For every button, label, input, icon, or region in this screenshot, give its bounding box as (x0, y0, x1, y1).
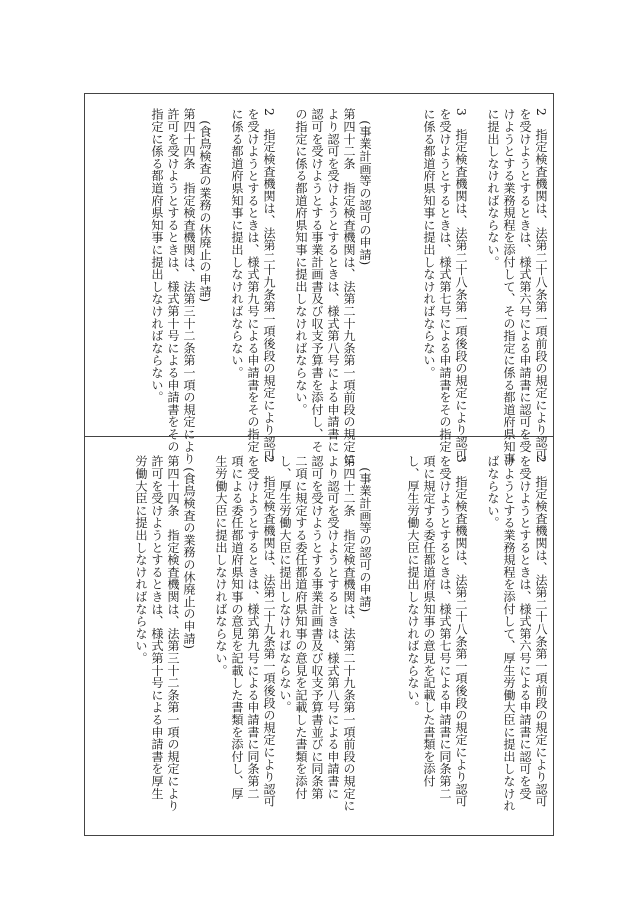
top-text-column: 第四十四条 指定検査機関は、法第三十二条第一項の規定により (182, 108, 196, 465)
top-text-column: 第四十二条 指定検査機関は、法第二十九条第一項前段の規定に (342, 108, 356, 465)
bottom-text-column: を受けようとするときは、様式第七号による申請書に同条第二 (438, 455, 452, 800)
bottom-text-column: より認可を受けようとするときは、様式第八号による申請書に (326, 455, 340, 800)
top-text-column: 許可を受けようとするときは、様式第十号による申請書をその (166, 108, 180, 453)
comparison-table (84, 93, 554, 836)
bottom-text-column: 第四十二条 指定検査機関は、法第二十九条第一項前段の規定に (342, 455, 356, 812)
bottom-text-column: ばならない。 (486, 455, 500, 529)
bottom-text-column: 許可を受けようとするときは、様式第十号による申請書を厚生 (150, 455, 164, 800)
bottom-section (85, 437, 553, 835)
bottom-text-column: 労働大臣に提出しなければならない。 (134, 455, 148, 665)
bottom-text-column: けようとする業務規程を添付して、厚生労働大臣に提出しなけれ (502, 455, 516, 812)
top-text-column: 2 指定検査機関は、法第二十八条第一項前段の規定により認可 (534, 108, 548, 461)
bottom-text-column: (食鳥検査の業務の休廃止の申請) (182, 455, 196, 650)
top-text-column: に係る都道府県知事に提出しなければならない。 (230, 108, 244, 379)
top-text-column: を受けようとするときは、様式第九号による申請書をその指定 (246, 108, 260, 453)
top-text-column: 3 指定検査機関は、法第二十八条第一項後段の規定により認可 (454, 108, 468, 461)
top-text-column: (事業計画等の認可の申請) (358, 108, 372, 266)
top-text-column: の指定に係る都道府県知事に提出しなければならない。 (294, 108, 308, 416)
top-text-column: を受けようとするときは、様式第七号による申請書をその指定 (438, 108, 452, 453)
bottom-text-column: 2 指定検査機関は、法第二十八条第一項前段の規定により認可 (534, 455, 548, 808)
top-text-column: 認可を受けようとする事業計画書及び収支予算書を添付し、そ (310, 108, 324, 453)
bottom-text-column: 項に規定する委任都道府県知事の意見を記載した書類を添付 (422, 455, 436, 788)
top-text-column: に提出しなければならない。 (486, 108, 500, 268)
top-text-column: を受けようとするときは、様式第六号による申請書に認可を受 (518, 108, 532, 453)
bottom-text-column: 2 指定検査機関は、法第二十九条第一項後段の規定により認可 (262, 455, 276, 808)
bottom-text-column: 3 指定検査機関は、法第二十八条第一項後段の規定により認可 (454, 455, 468, 808)
top-text-column: 指定に係る都道府県知事に提出しなければならない。 (150, 108, 164, 404)
bottom-text-column: し、厚生労働大臣に提出しなければならない。 (278, 455, 292, 714)
bottom-text-column: 認可を受けようとする事業計画書及び収支予算書並びに同条第 (310, 455, 324, 800)
bottom-text-column: を受けようとするときは、様式第六号による申請書に認可を受 (518, 455, 532, 800)
bottom-text-column: を受けようとするときは、様式第九号による申請書に同条第二 (246, 455, 260, 800)
top-text-column: けようとする業務規程を添付して、その指定に係る都道府県知事 (502, 108, 516, 465)
top-text-column: より認可を受けようとするときは、様式第八号による申請書に (326, 108, 340, 453)
top-text-column: (食鳥検査の業務の休廃止の申請) (198, 108, 212, 303)
top-section (85, 94, 553, 465)
bottom-text-column: 項による委任都道府県知事の意見を記載した書類を添付し、厚 (230, 455, 244, 800)
bottom-text-column: 生労働大臣に提出しなければならない。 (214, 455, 228, 677)
bottom-text-column: し、厚生労働大臣に提出しなければならない。 (406, 455, 420, 714)
bottom-text-column: (事業計画等の認可の申請) (358, 455, 372, 613)
bottom-text-column: 二項に規定する委任都道府県知事の意見を記載した書類を添付 (294, 455, 308, 800)
top-text-column: 2 指定検査機関は、法第二十九条第一項後段の規定により認可 (262, 108, 276, 461)
bottom-text-column: 第四十四条 指定検査機関は、法第三十二条第一項の規定により (166, 455, 180, 812)
top-text-column: に係る都道府県知事に提出しなければならない。 (422, 108, 436, 379)
